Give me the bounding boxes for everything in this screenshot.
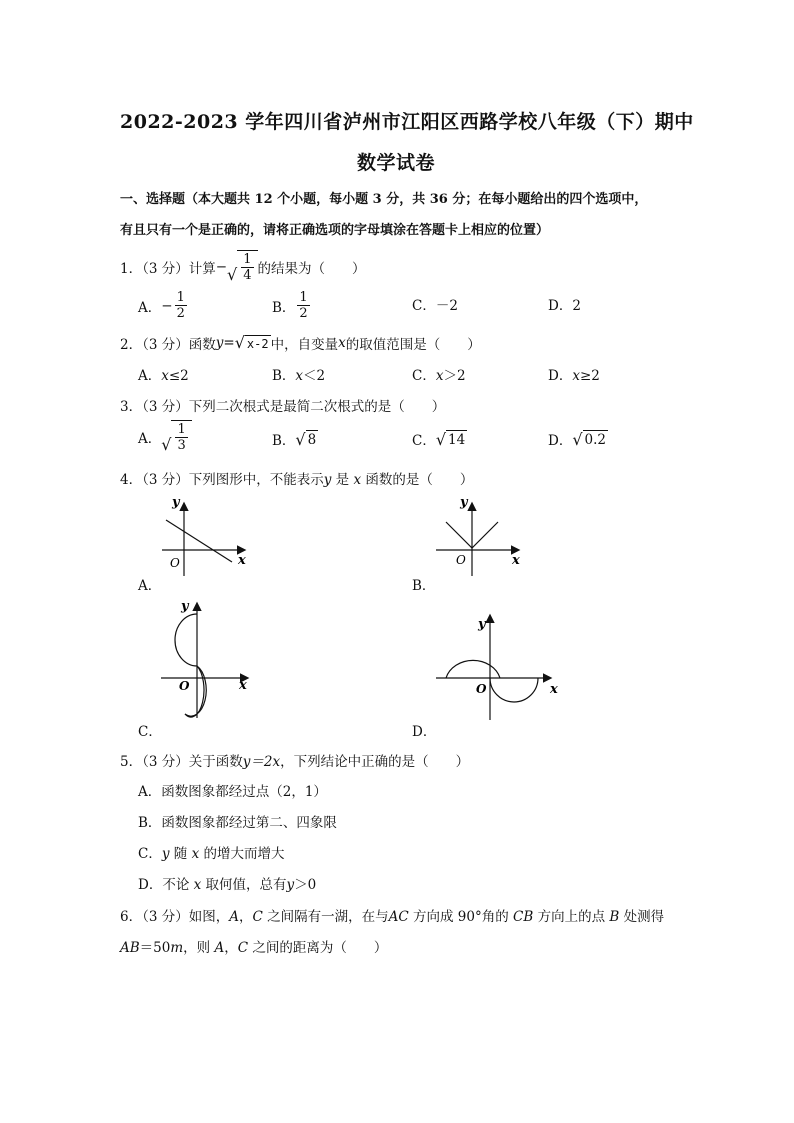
option-label: A．	[138, 784, 162, 800]
variable-x: x	[338, 335, 346, 351]
point-c: C	[237, 940, 249, 956]
axis-label-x: x	[239, 678, 247, 693]
section-heading-line1: 一、选择题（本大题共 12 个小题，每小题 3 分，共 36 分；在每小题给出的四个选项中，	[120, 192, 648, 207]
option-label: B．	[272, 433, 296, 449]
unit-m: m	[170, 940, 184, 956]
question-6-text: 之间隔有一湖，在与	[262, 909, 389, 925]
option-label: D．	[548, 433, 573, 449]
fraction-denominator: 3	[177, 438, 186, 453]
question-6-stem: 6．（3 分）如图，	[120, 909, 230, 925]
option-label: D．	[548, 368, 573, 384]
variable-x: x	[435, 368, 444, 384]
option-label: B．	[272, 299, 296, 316]
variable-x: x	[161, 368, 169, 384]
axis-label-x: x	[550, 682, 558, 697]
option-label: C．	[412, 298, 436, 314]
fraction-numerator: 1	[243, 252, 252, 267]
radical-sign: √ 14	[435, 430, 466, 449]
option-text: ≤2	[168, 368, 189, 384]
option-sign: −	[161, 297, 173, 314]
option-3a	[138, 420, 192, 453]
question-1-minus: −	[215, 258, 228, 275]
axis-label-y: y	[460, 495, 468, 510]
option-1a	[138, 290, 189, 321]
question-2-mid: 中，自变量	[270, 337, 339, 353]
graph-d	[432, 610, 582, 730]
option-1b	[272, 290, 312, 321]
option-label: C．	[412, 433, 436, 449]
point-a: A	[214, 940, 225, 956]
origin-label: O	[456, 553, 466, 567]
graph-wave-upper	[446, 660, 500, 678]
axis-label-y: y	[172, 495, 180, 510]
option-text: 2	[572, 298, 581, 314]
question-4-tail: 函数的是（ ）	[361, 472, 474, 488]
option-label: D．	[138, 877, 163, 893]
question-5-tail: ，下列结论中正确的是（ ）	[280, 754, 470, 770]
point-a: A	[229, 909, 239, 925]
fraction-numerator: 1	[299, 290, 308, 305]
option-text: ＜2	[303, 368, 326, 384]
question-6-text: 处测得	[619, 909, 665, 925]
graph-a-label: A．	[138, 578, 162, 594]
option-3b	[272, 429, 318, 449]
radical-sign: √ $\frac{1}{4}$	[227, 250, 257, 283]
radicand: 14	[448, 432, 466, 448]
option-5d	[138, 873, 316, 893]
origin-label: O	[476, 682, 487, 696]
question-5-stem: 5．（3 分）关于函数	[120, 754, 243, 770]
option-text: 随	[169, 846, 192, 862]
option-2b	[272, 364, 325, 384]
function-expression: y＝2x	[242, 754, 281, 770]
radicand: 8	[307, 432, 317, 448]
question-1	[120, 250, 366, 283]
variable-y: y	[161, 846, 170, 862]
option-5b	[138, 811, 337, 831]
variable-y: y	[215, 335, 224, 351]
question-6-text: 方向上的点	[533, 909, 610, 925]
option-2c	[412, 364, 466, 384]
comma: ，	[224, 940, 238, 956]
variable-x: x	[353, 472, 362, 488]
option-2d	[548, 364, 600, 384]
radical-sign: √ 8	[295, 430, 317, 449]
option-2a	[138, 364, 189, 384]
segment-ab: AB	[120, 940, 140, 956]
axis-label-x: x	[238, 553, 246, 568]
option-label: A．	[138, 299, 162, 316]
option-text: ＞2	[443, 368, 466, 384]
segment-cb: CB	[513, 909, 534, 925]
option-text: 函数图象都经过点（2，1）	[161, 784, 327, 800]
question-4-mid: 是	[331, 472, 354, 488]
question-6-line2	[120, 936, 387, 956]
graph-wave-lower	[490, 678, 538, 702]
point-c: C	[252, 909, 263, 925]
question-6-text: ，则	[183, 940, 215, 956]
graph-s-curve	[175, 614, 204, 717]
graph-a	[150, 492, 290, 582]
question-1-tail: 的结果为（ ）	[257, 260, 366, 277]
axis-label-y: y	[478, 617, 486, 632]
graph-c	[155, 596, 265, 726]
origin-label: O	[170, 556, 180, 570]
axis-label-y: y	[181, 599, 189, 614]
section-heading-line2: 有且只有一个是正确的，请将正确选项的字母填涂在答题卡上相应的位置）	[120, 223, 550, 238]
question-1-stem: 1．（3 分）计算	[120, 260, 216, 277]
page-title-line2: 数学试卷	[357, 152, 436, 174]
question-6-line1	[120, 905, 664, 925]
option-label: A．	[138, 368, 162, 384]
option-label: C．	[138, 846, 162, 862]
origin-label: O	[179, 679, 190, 693]
option-1d	[548, 294, 581, 314]
option-label: C．	[412, 368, 436, 384]
variable-x: x	[191, 846, 200, 862]
variable-x: x	[572, 368, 580, 384]
graph-b-label: B．	[412, 578, 436, 594]
question-2-stem: 2．（3 分）函数	[120, 337, 216, 353]
comma: ，	[238, 909, 253, 925]
variable-y: y	[286, 877, 295, 893]
question-6-tail: 之间的距离为（ ）	[248, 940, 388, 956]
option-label: D．	[548, 298, 573, 314]
point-b: B	[609, 909, 620, 925]
fraction-denominator: 2	[176, 306, 185, 321]
fraction-numerator: 1	[176, 290, 185, 305]
segment-ac: AC	[388, 909, 409, 925]
question-4-stem: 4．（3 分）下列图形中，不能表示	[120, 472, 324, 488]
question-4	[120, 468, 473, 488]
variable-y: y	[323, 472, 332, 488]
radicand: x-2	[246, 337, 269, 351]
graph-c-label: C．	[138, 724, 162, 740]
option-3c	[412, 429, 467, 449]
option-label: A．	[138, 430, 162, 447]
option-text: ≥2	[579, 368, 600, 384]
question-5	[120, 750, 469, 770]
option-1c	[412, 294, 458, 314]
question-2	[120, 333, 481, 353]
option-text-head: 不论	[162, 877, 194, 893]
radical-sign: √ x-2	[234, 333, 269, 352]
radicand: 0.2	[584, 432, 607, 448]
option-text: 函数图象都经过第二、四象限	[161, 815, 337, 831]
question-6-text: ＝50	[139, 940, 171, 956]
question-2-tail: 的取值范围是（ ）	[345, 337, 481, 353]
option-5a	[138, 780, 327, 800]
graph-b	[420, 492, 560, 582]
question-3: 3．（3 分）下列二次根式是最简二次根式的是（ ）	[120, 399, 446, 415]
radical-sign: √ 0.2	[572, 430, 607, 449]
fraction-denominator: 4	[243, 268, 252, 283]
option-5c	[138, 842, 285, 862]
option-text: －2	[435, 298, 458, 314]
fraction-denominator: 2	[299, 306, 308, 321]
page-title-line1: 2022-2023 学年四川省泸州市江阳区西路学校八年级（下）期中	[120, 111, 694, 133]
option-3d	[548, 429, 608, 449]
axis-label-x: x	[512, 553, 520, 568]
variable-x: x	[193, 877, 202, 893]
question-6-text: 方向成 90°角的	[408, 909, 514, 925]
option-text-tail: ＞0	[294, 877, 317, 893]
option-label: B．	[272, 368, 296, 384]
radical-sign: √ $\frac{1}{3}$	[161, 420, 191, 453]
graph-d-label: D．	[412, 724, 437, 740]
option-text: 取何值，总有	[201, 877, 287, 893]
equals-sign: =	[223, 335, 235, 351]
variable-x: x	[295, 368, 304, 384]
option-label: B．	[138, 815, 162, 831]
fraction-numerator: 1	[177, 422, 186, 437]
option-text-tail: 的增大而增大	[199, 846, 285, 862]
